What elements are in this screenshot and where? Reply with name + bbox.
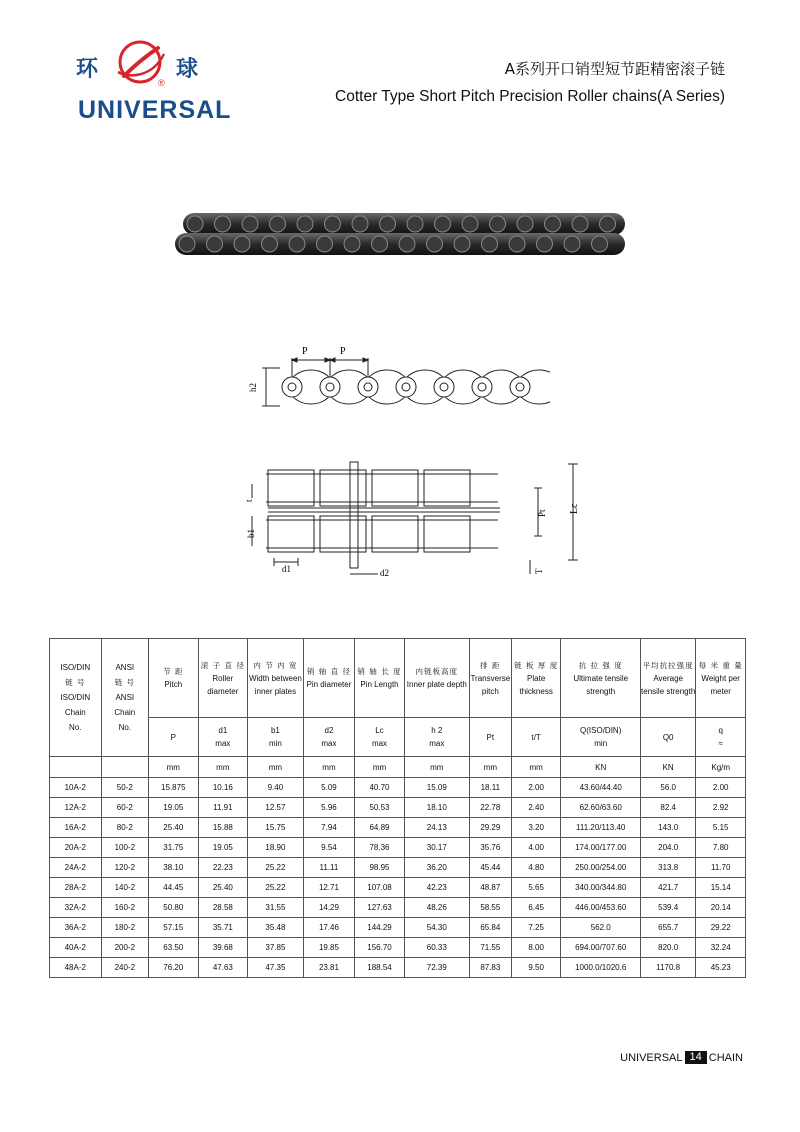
symbol-cell: Q0 [640, 718, 695, 757]
table-cell: 5.15 [696, 818, 746, 838]
page-title-cn: A系列开口销型短节距精密滚子链 [504, 60, 725, 78]
table-cell: 37.85 [248, 938, 304, 958]
table-cell: 240-2 [101, 958, 148, 978]
table-cell: 18.11 [469, 778, 511, 798]
unit-cell: mm [248, 757, 304, 778]
footer-section: CHAIN [708, 1051, 743, 1064]
table-cell: 1000.0/1020.6 [561, 958, 640, 978]
symbol-cell: Pt [469, 718, 511, 757]
table-cell: 36A-2 [50, 918, 102, 938]
unit-cell [50, 757, 102, 778]
table-cell: 15.875 [149, 778, 199, 798]
table-cell: 20A-2 [50, 838, 102, 858]
table-cell: 23.81 [303, 958, 355, 978]
table-cell: 25.40 [198, 878, 248, 898]
h2-label: h2 [248, 383, 258, 392]
unit-cell: mm [469, 757, 511, 778]
table-cell: 48.26 [404, 898, 469, 918]
table-cell: 180-2 [101, 918, 148, 938]
symbol-cell: P [149, 718, 199, 757]
table-row [50, 818, 746, 838]
table-cell: 32.24 [696, 938, 746, 958]
table-cell: 313.8 [640, 858, 695, 878]
table-symbol-row [50, 718, 746, 757]
table-cell: 156.70 [355, 938, 405, 958]
table-cell: 4.00 [511, 838, 561, 858]
unit-cell: mm [404, 757, 469, 778]
table-cell: 4.80 [511, 858, 561, 878]
table-cell: 174.00/177.00 [561, 838, 640, 858]
table-cell: 421.7 [640, 878, 695, 898]
table-cell: 8.00 [511, 938, 561, 958]
table-cell: 15.75 [248, 818, 304, 838]
unit-cell: mm [198, 757, 248, 778]
table-cell: 5.96 [303, 798, 355, 818]
table-cell: 144.29 [355, 918, 405, 938]
table-cell: 11.91 [198, 798, 248, 818]
symbol-cell: h 2 max [404, 718, 469, 757]
table-cell: 48.87 [469, 878, 511, 898]
table-cell: 140-2 [101, 878, 148, 898]
table-cell: 12.71 [303, 878, 355, 898]
symbol-cell: Q(ISO/DIN) min [561, 718, 640, 757]
table-cell: 38.10 [149, 858, 199, 878]
d2-label: d2 [380, 568, 389, 578]
brand-cn-right: 球 [176, 57, 199, 82]
table-cell: 107.08 [355, 878, 405, 898]
table-cell: 7.80 [696, 838, 746, 858]
table-cell: 446.00/453.60 [561, 898, 640, 918]
table-row [50, 858, 746, 878]
table-cell: 35.48 [248, 918, 304, 938]
table-cell: 60-2 [101, 798, 148, 818]
table-cell: 30.17 [404, 838, 469, 858]
table-cell: 2.00 [696, 778, 746, 798]
table-cell: 50.80 [149, 898, 199, 918]
b1-label: b1 [246, 529, 256, 538]
col-weight-header: 每 米 重 量 Weight per meter [696, 639, 746, 718]
table-cell: 31.75 [149, 838, 199, 858]
table-cell: 42.23 [404, 878, 469, 898]
unit-cell: mm [149, 757, 199, 778]
chain-side-view-diagram [240, 338, 550, 423]
table-cell: 15.14 [696, 878, 746, 898]
table-cell: 160-2 [101, 898, 148, 918]
table-cell: 22.78 [469, 798, 511, 818]
col-transverse-pitch-header: 排 距 Transverse pitch [469, 639, 511, 718]
table-cell: 1170.8 [640, 958, 695, 978]
table-cell: 340.00/344.80 [561, 878, 640, 898]
table-cell: 57.15 [149, 918, 199, 938]
table-cell: 71.55 [469, 938, 511, 958]
col-pin-diameter-header: 销 轴 直 径 Pin diameter [303, 639, 355, 718]
table-cell: 111.20/113.40 [561, 818, 640, 838]
table-cell: 56.0 [640, 778, 695, 798]
symbol-cell: d2 max [303, 718, 355, 757]
footer-brand: UNIVERSAL [620, 1051, 683, 1064]
table-cell: 54.30 [404, 918, 469, 938]
table-row [50, 938, 746, 958]
table-cell: 39.68 [198, 938, 248, 958]
table-cell: 22.23 [198, 858, 248, 878]
table-cell: 50.53 [355, 798, 405, 818]
col-pitch-header: 节 距 Pitch [149, 639, 199, 718]
table-cell: 5.09 [303, 778, 355, 798]
table-cell: 15.88 [198, 818, 248, 838]
symbol-cell: Lc max [355, 718, 405, 757]
col-ansi-header: ANSI 链 号 ANSI Chain No. [101, 639, 148, 757]
col-plate-depth-header: 内链板高度 Inner plate depth [404, 639, 469, 718]
page-number: 14 [685, 1051, 707, 1064]
table-cell: 9.50 [511, 958, 561, 978]
spec-table [49, 638, 746, 978]
table-cell: 7.25 [511, 918, 561, 938]
table-cell: 72.39 [404, 958, 469, 978]
table-cell: 539.4 [640, 898, 695, 918]
col-pin-length-header: 销 轴 长 度 Pin Length [355, 639, 405, 718]
unit-cell: mm [303, 757, 355, 778]
table-cell: 19.05 [149, 798, 199, 818]
table-cell: 820.0 [640, 938, 695, 958]
pt-label: Pt [537, 509, 547, 517]
table-cell: 6.45 [511, 898, 561, 918]
table-cell: 17.46 [303, 918, 355, 938]
table-cell: 32A-2 [50, 898, 102, 918]
col-inner-width-header: 内 节 内 宽 Width between inner plates [248, 639, 304, 718]
brand-name: UNIVERSAL [78, 96, 232, 124]
registered-mark: ® [158, 78, 165, 88]
table-cell: 562.0 [561, 918, 640, 938]
table-cell: 18.10 [404, 798, 469, 818]
table-cell: 60.33 [404, 938, 469, 958]
unit-cell: KN [640, 757, 695, 778]
page-footer [620, 1051, 743, 1064]
table-cell: 7.94 [303, 818, 355, 838]
d1-label: d1 [282, 564, 291, 574]
table-cell: 29.22 [696, 918, 746, 938]
table-cell: 31.55 [248, 898, 304, 918]
table-cell: 29.29 [469, 818, 511, 838]
table-cell: 655.7 [640, 918, 695, 938]
t-label: t [244, 499, 254, 502]
table-cell: 10A-2 [50, 778, 102, 798]
table-cell: 62.60/63.60 [561, 798, 640, 818]
table-cell: 2.00 [511, 778, 561, 798]
T-label: T [534, 568, 544, 574]
globe-logo-icon [108, 32, 172, 96]
table-cell: 12A-2 [50, 798, 102, 818]
table-cell: 47.63 [198, 958, 248, 978]
table-cell: 28.58 [198, 898, 248, 918]
table-cell: 9.54 [303, 838, 355, 858]
table-cell: 50-2 [101, 778, 148, 798]
table-cell: 14.29 [303, 898, 355, 918]
unit-cell [101, 757, 148, 778]
table-row [50, 918, 746, 938]
table-row [50, 778, 746, 798]
table-cell: 43.60/44.40 [561, 778, 640, 798]
table-cell: 40.70 [355, 778, 405, 798]
unit-cell: mm [511, 757, 561, 778]
table-cell: 24A-2 [50, 858, 102, 878]
table-cell: 40A-2 [50, 938, 102, 958]
table-cell: 36.20 [404, 858, 469, 878]
table-cell: 250.00/254.00 [561, 858, 640, 878]
symbol-cell: d1 max [198, 718, 248, 757]
table-cell: 9.40 [248, 778, 304, 798]
table-cell: 120-2 [101, 858, 148, 878]
pitch-label-2: P [340, 346, 346, 357]
col-plate-thickness-header: 链 板 厚 度 Plate thickness [511, 639, 561, 718]
table-cell: 44.45 [149, 878, 199, 898]
table-cell: 188.54 [355, 958, 405, 978]
table-cell: 47.35 [248, 958, 304, 978]
table-row [50, 798, 746, 818]
table-cell: 15.09 [404, 778, 469, 798]
col-ultimate-strength-header: 抗 拉 强 度 Ultimate tensile strength [561, 639, 640, 718]
table-cell: 87.83 [469, 958, 511, 978]
brand-logo [60, 30, 232, 125]
table-cell: 35.76 [469, 838, 511, 858]
unit-cell: KN [561, 757, 640, 778]
table-cell: 35.71 [198, 918, 248, 938]
table-cell: 80-2 [101, 818, 148, 838]
symbol-cell: q ≈ [696, 718, 746, 757]
table-cell: 25.22 [248, 858, 304, 878]
col-average-strength-header: 平均抗拉强度 Average tensile strength [640, 639, 695, 718]
table-cell: 65.84 [469, 918, 511, 938]
symbol-cell: b1 min [248, 718, 304, 757]
table-cell: 58.55 [469, 898, 511, 918]
table-cell: 19.05 [198, 838, 248, 858]
table-cell: 25.22 [248, 878, 304, 898]
table-cell: 2.40 [511, 798, 561, 818]
table-cell: 143.0 [640, 818, 695, 838]
roller-chain-photo [165, 185, 635, 275]
table-cell: 10.16 [198, 778, 248, 798]
table-cell: 64.89 [355, 818, 405, 838]
table-cell: 78.36 [355, 838, 405, 858]
unit-cell: Kg/m [696, 757, 746, 778]
page-title-en: Cotter Type Short Pitch Precision Roller chains(A Series) [335, 88, 725, 105]
table-cell: 694.00/707.60 [561, 938, 640, 958]
table-cell: 127.63 [355, 898, 405, 918]
table-cell: 11.70 [696, 858, 746, 878]
col-roller-diameter-header: 滚 子 直 径 Roller diameter [198, 639, 248, 718]
table-cell: 20.14 [696, 898, 746, 918]
lc-label: Lc [569, 503, 580, 514]
table-cell: 45.44 [469, 858, 511, 878]
table-cell: 200-2 [101, 938, 148, 958]
table-cell: 18.90 [248, 838, 304, 858]
table-cell: 204.0 [640, 838, 695, 858]
col-iso-din-header: ISO/DIN 链 号 ISO/DIN Chain No. [50, 639, 102, 757]
table-cell: 28A-2 [50, 878, 102, 898]
table-cell: 11.11 [303, 858, 355, 878]
table-cell: 19.85 [303, 938, 355, 958]
brand-cn-left: 环 [76, 57, 99, 82]
table-cell: 12.57 [248, 798, 304, 818]
table-cell: 2.92 [696, 798, 746, 818]
table-cell: 100-2 [101, 838, 148, 858]
table-row [50, 898, 746, 918]
table-cell: 98.95 [355, 858, 405, 878]
table-cell: 5.65 [511, 878, 561, 898]
table-cell: 63.50 [149, 938, 199, 958]
table-row [50, 878, 746, 898]
table-row [50, 958, 746, 978]
table-cell: 76.20 [149, 958, 199, 978]
table-cell: 24.13 [404, 818, 469, 838]
table-unit-row [50, 757, 746, 778]
table-cell: 3.20 [511, 818, 561, 838]
table-cell: 16A-2 [50, 818, 102, 838]
table-cell: 25.40 [149, 818, 199, 838]
table-cell: 45.23 [696, 958, 746, 978]
table-row [50, 838, 746, 858]
unit-cell: mm [355, 757, 405, 778]
table-cell: 48A-2 [50, 958, 102, 978]
pitch-label-1: P [302, 346, 308, 357]
symbol-cell: t/T [511, 718, 561, 757]
chain-top-view-diagram [238, 450, 588, 590]
table-cell: 82.4 [640, 798, 695, 818]
table-header-row [50, 639, 746, 718]
